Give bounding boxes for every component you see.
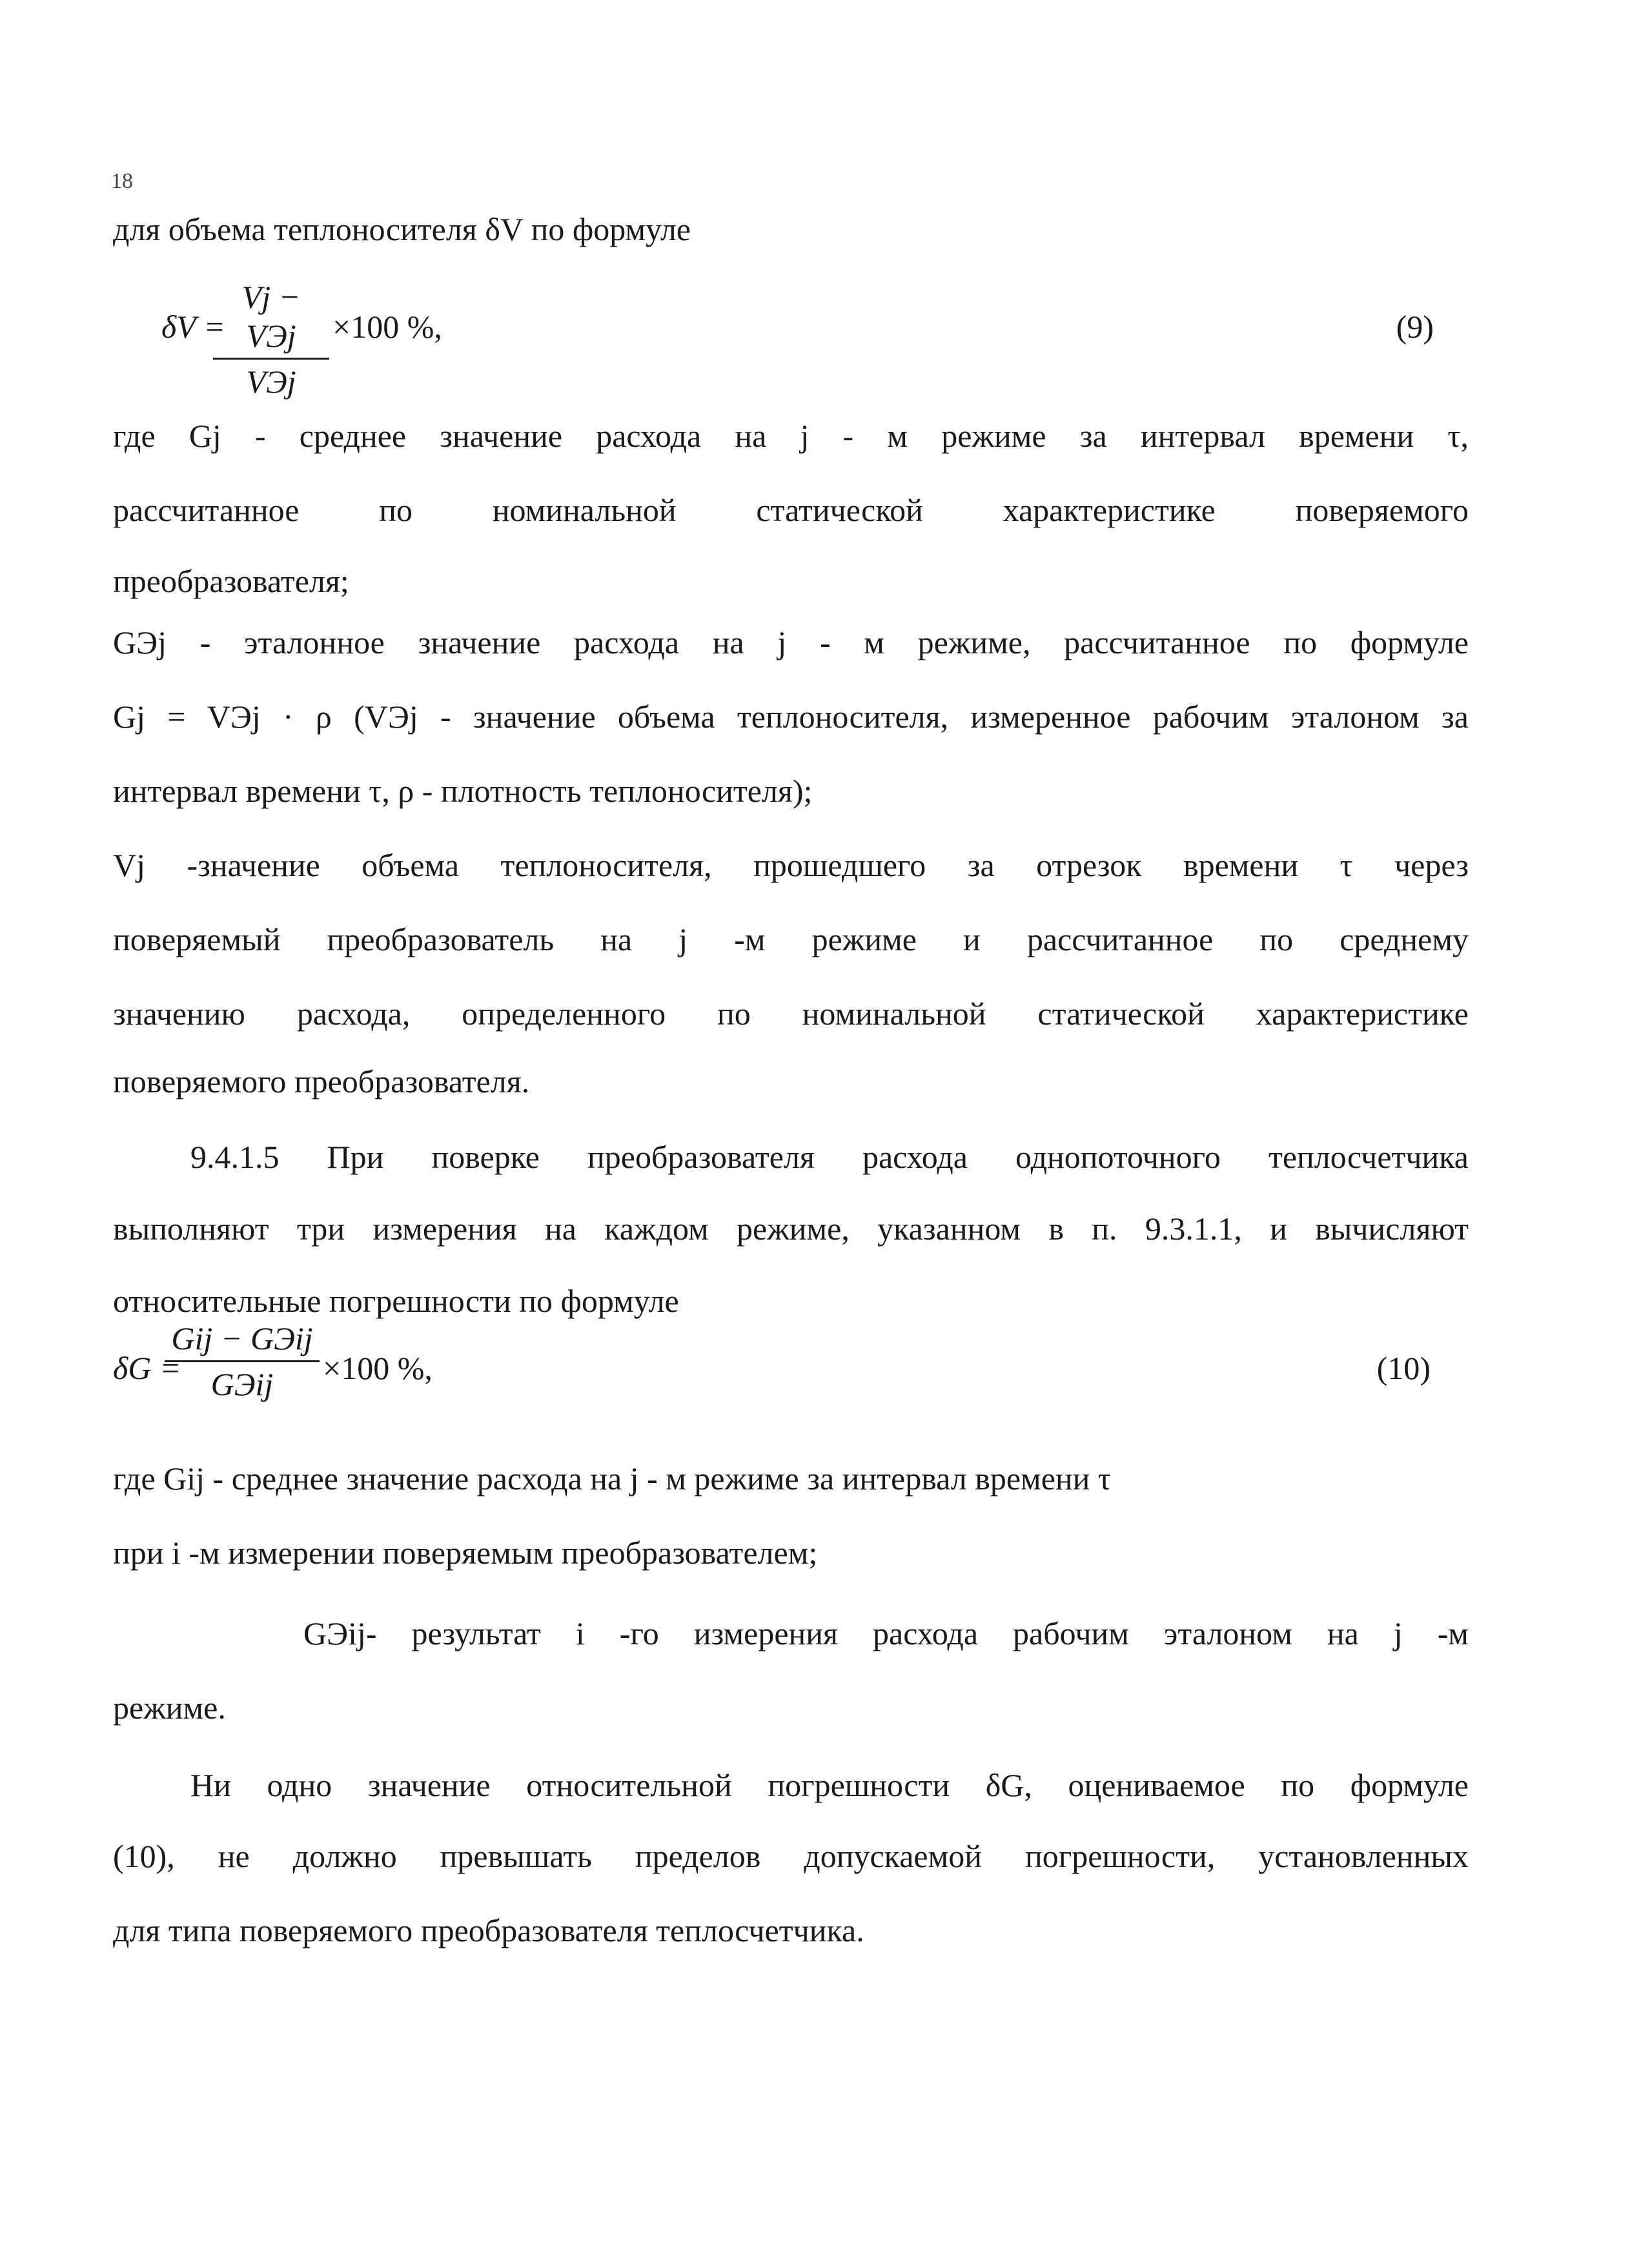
where2-line-2: GЭij- результат i -го измерения расхода рабочим эталоном на j -м bbox=[303, 1615, 1469, 1651]
where1-line-8: значению расхода, определенного по номинальной статической характеристике bbox=[113, 996, 1469, 1032]
page-number: 18 bbox=[111, 169, 133, 193]
where1-line-3: GЭj - эталонное значение расхода на j - м режиме, рассчитанное по формуле bbox=[113, 624, 1469, 660]
where1-line-2: преобразователя; bbox=[113, 563, 349, 599]
where1-line-5: интервал времени τ, ρ - плотность теплоносителя); bbox=[113, 773, 813, 809]
where1-line-0: где Gj - среднее значение расхода на j - м режиме за интервал времени τ, bbox=[113, 418, 1469, 454]
final-para-line-2: для типа поверяемого преобразователя теплосчетчика. bbox=[113, 1912, 864, 1948]
formula-9-tail: ×100 %, bbox=[332, 309, 442, 345]
where1-line-4: Gj = VЭj · ρ (VЭj - значение объема теплоносителя, измеренное рабочим эталоном за bbox=[113, 699, 1469, 735]
where1-line-1: рассчитанное по номинальной статической характеристике поверяемого bbox=[113, 492, 1469, 528]
formula-9-lhs: δV = bbox=[161, 309, 226, 345]
final-para-line-1: (10), не должно превышать пределов допускаемой погрешности, установленных bbox=[113, 1838, 1469, 1874]
formula-10-lhs: δG = bbox=[113, 1350, 181, 1386]
para-9415-line-2: относительные погрешности по формуле bbox=[113, 1283, 679, 1319]
where1-line-6: Vj -значение объема теплоносителя, прошедшего за отрезок времени τ через bbox=[113, 847, 1469, 883]
formula-9-number: (9) bbox=[1396, 309, 1434, 345]
formula-9-denominator: VЭj bbox=[246, 363, 296, 400]
formula-10-denominator: GЭij bbox=[210, 1366, 274, 1402]
final-para-line-0: Ни одно значение относительной погрешности δG, оцениваемое по формуле bbox=[190, 1767, 1469, 1803]
formula-9-numerator: Vj − VЭj bbox=[241, 279, 301, 354]
intro-line: для объема теплоносителя δV по формуле bbox=[113, 211, 691, 247]
formula-10-tail: ×100 %, bbox=[323, 1350, 433, 1386]
para-9415-line-0: 9.4.1.5 При поверке преобразователя расхода однопоточного теплосчетчика bbox=[190, 1139, 1469, 1175]
formula-10-numerator: Gij − GЭij bbox=[171, 1320, 313, 1356]
where1-line-9: поверяемого преобразователя. bbox=[113, 1063, 530, 1099]
formula-9-fraction bbox=[213, 278, 329, 401]
fraction-bar bbox=[213, 358, 329, 360]
where1-line-7: поверяемый преобразователь на j -м режиме и рассчитанное по среднему bbox=[113, 921, 1469, 957]
where2-line-1: при i -м измерении поверяемым преобразователем; bbox=[113, 1535, 818, 1571]
where2-line-3: режиме. bbox=[113, 1690, 226, 1726]
formula-10-fraction bbox=[165, 1319, 320, 1404]
where2-line-0: где Gij - среднее значение расхода на j - м режиме за интервал времени τ bbox=[113, 1460, 1111, 1497]
para-9415-line-1: выполняют три измерения на каждом режиме, указанном в п. 9.3.1.1, и вычисляют bbox=[113, 1211, 1469, 1247]
formula-10-number: (10) bbox=[1376, 1350, 1431, 1386]
fraction-bar bbox=[165, 1360, 320, 1362]
